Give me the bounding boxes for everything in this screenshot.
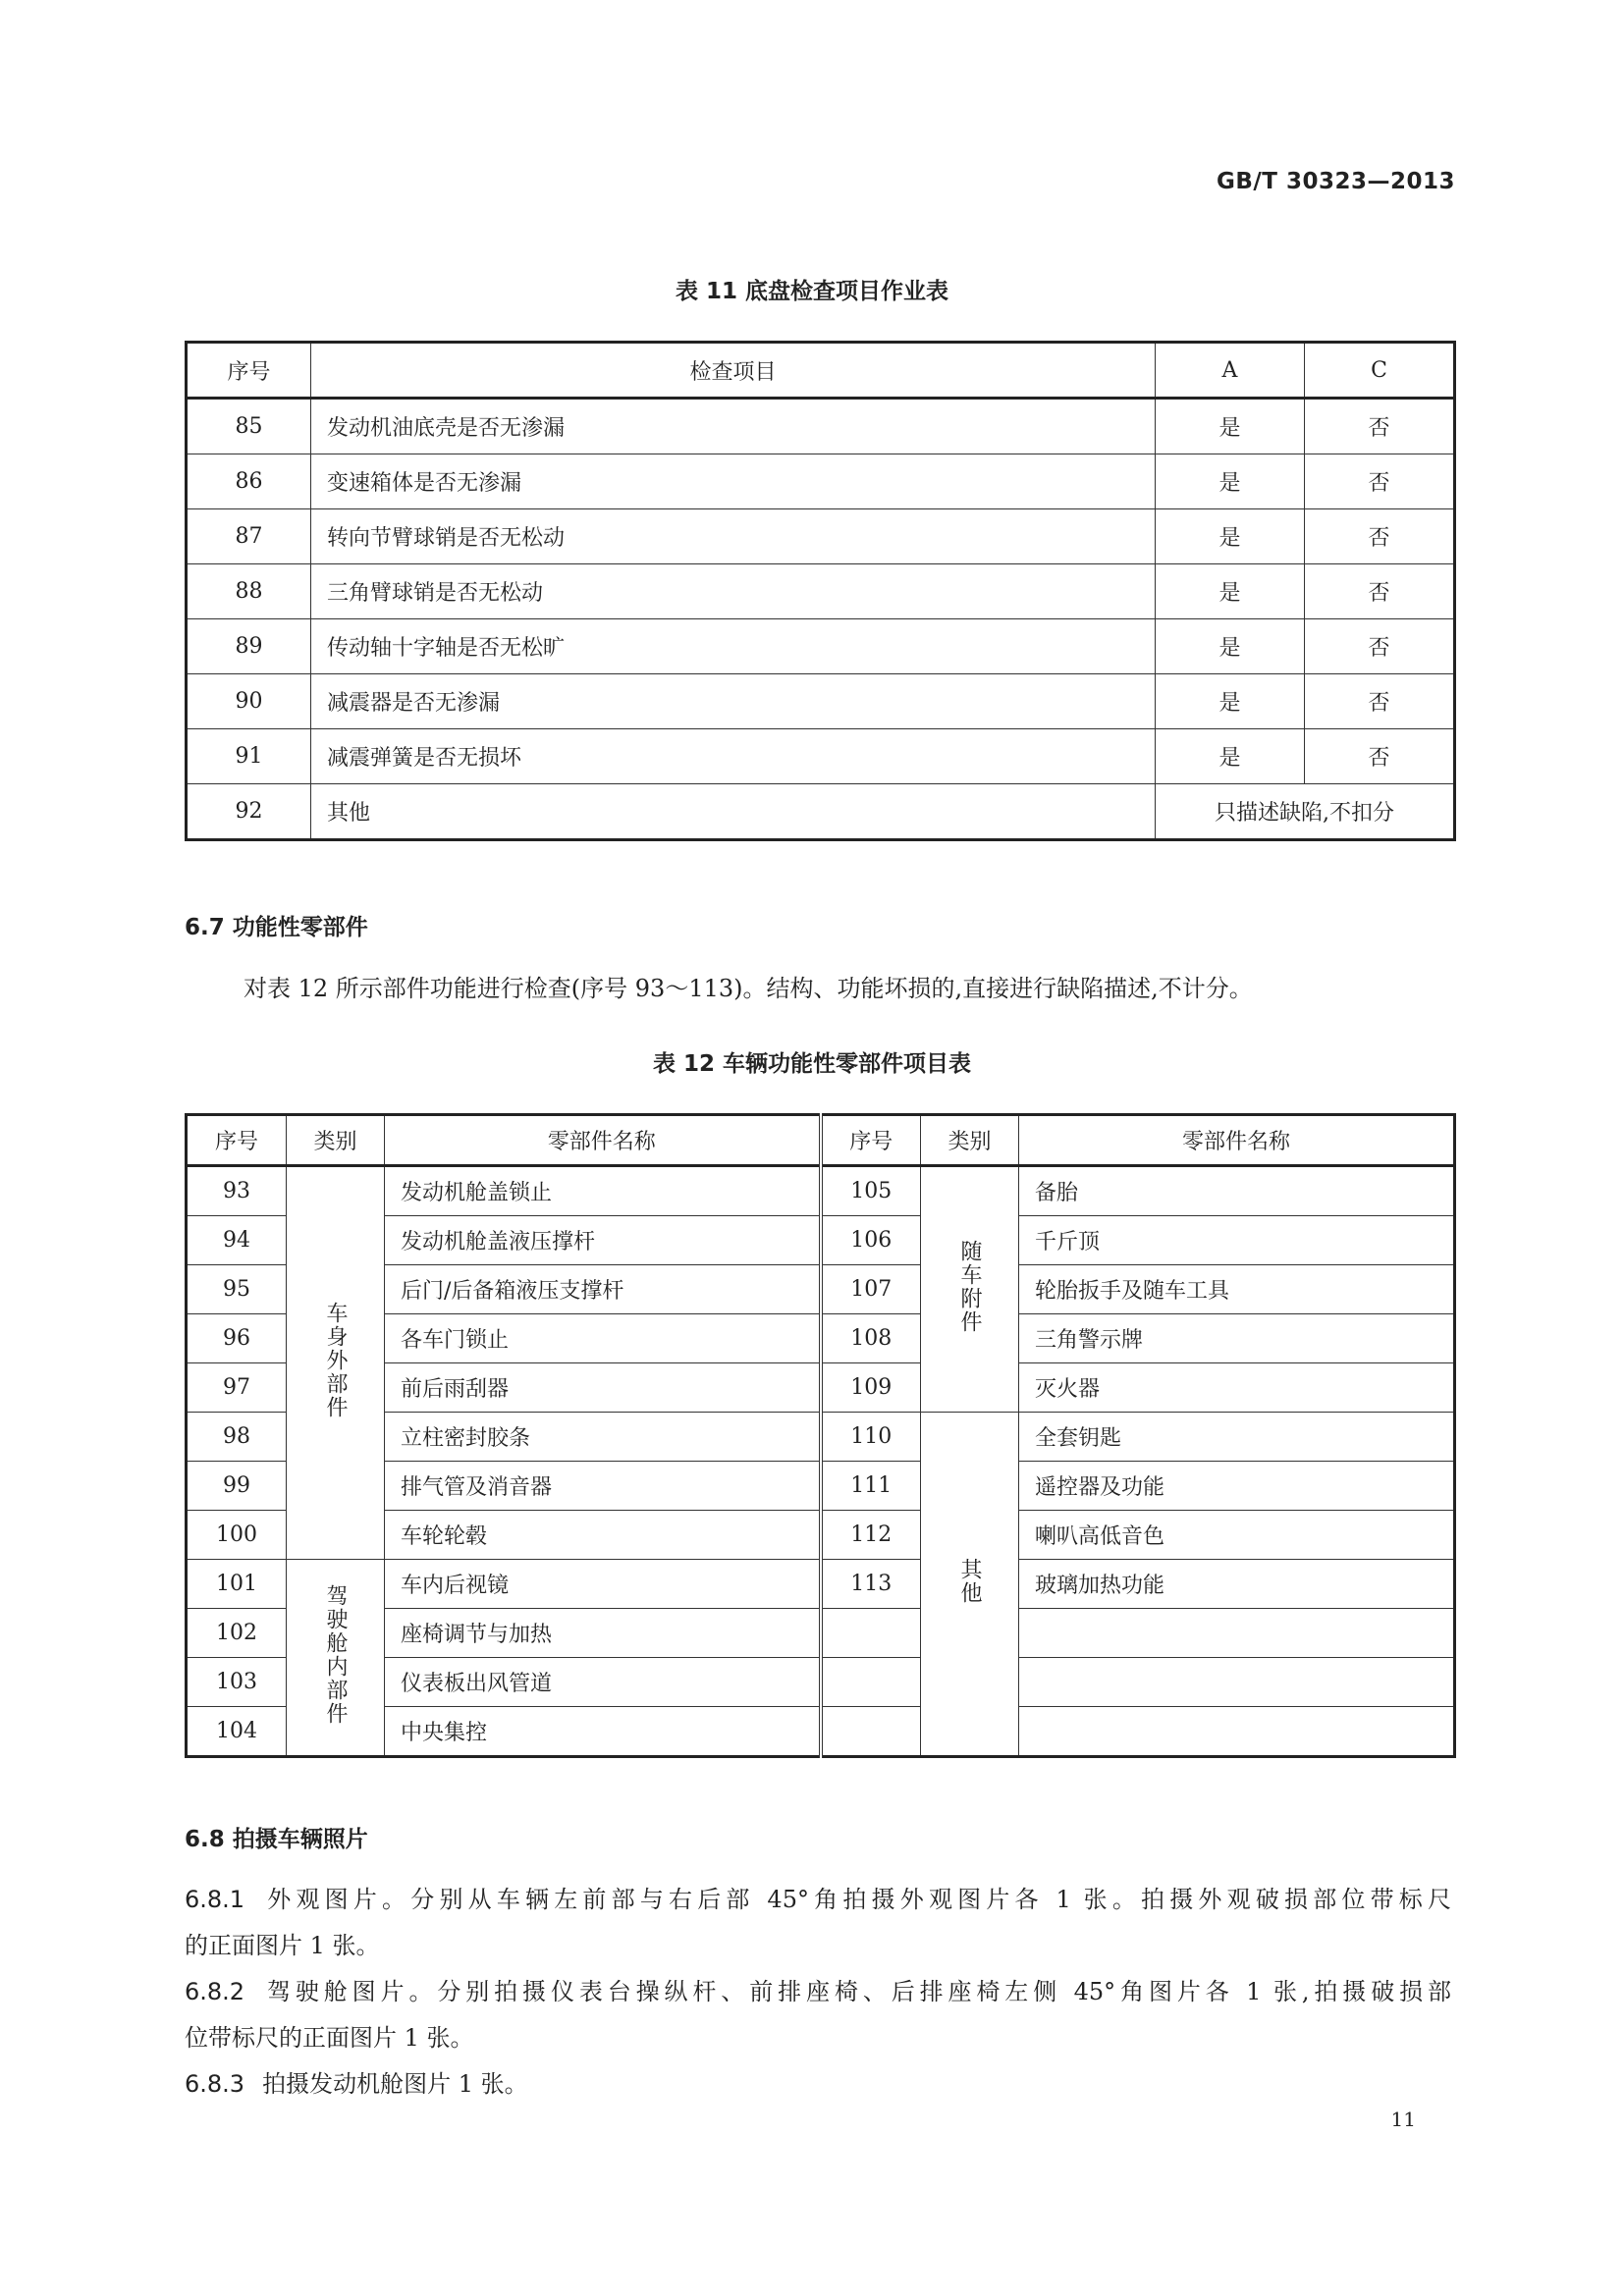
row-a: 是 <box>1156 399 1305 454</box>
empty-cell <box>1019 1609 1455 1658</box>
table-header-row <box>187 343 1455 399</box>
category-other: 其他 <box>921 1413 1019 1757</box>
row-no: 108 <box>821 1314 921 1363</box>
empty-cell <box>1019 1707 1455 1757</box>
row-part-name: 轮胎扳手及随车工具 <box>1019 1265 1455 1314</box>
row-item: 转向节臂球销是否无松动 <box>311 509 1156 564</box>
empty-cell <box>821 1658 921 1707</box>
row-item: 变速箱体是否无渗漏 <box>311 454 1156 509</box>
row-part-name: 中央集控 <box>385 1707 821 1757</box>
column-header-category: 类别 <box>921 1115 1019 1166</box>
row-no: 97 <box>187 1363 287 1413</box>
section-6-7-text: 对表 12 所示部件功能进行检查(序号 93～113)。结构、功能坏损的,直接进行缺陷描述,不计分。 <box>244 975 1253 1002</box>
row-no: 99 <box>187 1462 287 1511</box>
category-accessory: 随车附件 <box>921 1166 1019 1413</box>
paragraph-text: 驾驶舱图片。分别拍摄仪表台操纵杆、前排座椅、后排座椅左侧 45°角图片各 1 张,拍摄破损部 <box>262 1978 1451 2005</box>
row-part-name: 玻璃加热功能 <box>1019 1560 1455 1609</box>
row-no: 101 <box>187 1560 287 1609</box>
paragraph-6-8-2-line2: 位带标尺的正面图片 1 张。 <box>185 2024 474 2052</box>
row-part-name: 喇叭高低音色 <box>1019 1511 1455 1560</box>
column-header-category: 类别 <box>287 1115 385 1166</box>
column-header-no: 序号 <box>821 1115 921 1166</box>
standard-code: GB/T 30323—2013 <box>1216 169 1455 194</box>
row-a: 是 <box>1156 454 1305 509</box>
empty-cell <box>821 1609 921 1658</box>
clause-number: 6.8.3 <box>185 2070 245 2098</box>
row-a: 是 <box>1156 729 1305 784</box>
table-row <box>187 399 1455 454</box>
row-a: 是 <box>1156 619 1305 674</box>
column-header-item: 检查项目 <box>311 343 1156 399</box>
row-item: 发动机油底壳是否无渗漏 <box>311 399 1156 454</box>
section-6-8-heading: 6.8 拍摄车辆照片 <box>185 1827 368 1852</box>
row-part-name: 全套钥匙 <box>1019 1413 1455 1462</box>
row-no: 98 <box>187 1413 287 1462</box>
column-header-no: 序号 <box>187 1115 287 1166</box>
table-12 <box>185 1113 1456 1758</box>
row-part-name: 备胎 <box>1019 1166 1455 1216</box>
row-no: 112 <box>821 1511 921 1560</box>
row-a: 是 <box>1156 564 1305 619</box>
column-header-c: C <box>1305 343 1455 399</box>
row-no: 90 <box>187 674 311 729</box>
row-no: 107 <box>821 1265 921 1314</box>
clause-number: 6.8.1 <box>185 1886 245 1913</box>
table-11-caption: 表 11 底盘检查项目作业表 <box>675 279 949 304</box>
section-6-7-heading: 6.7 功能性零部件 <box>185 915 368 940</box>
column-header-no: 序号 <box>187 343 311 399</box>
row-no: 104 <box>187 1707 287 1757</box>
row-c: 否 <box>1305 674 1455 729</box>
category-exterior: 车身外部件 <box>287 1166 385 1560</box>
row-part-name: 立柱密封胶条 <box>385 1413 821 1462</box>
table-row <box>187 1166 1455 1216</box>
row-part-name: 仪表板出风管道 <box>385 1658 821 1707</box>
row-no: 94 <box>187 1216 287 1265</box>
table-row <box>187 784 1455 840</box>
paragraph-6-8-3 <box>185 2061 1451 2108</box>
row-part-name: 发动机舱盖锁止 <box>385 1166 821 1216</box>
page-number: 11 <box>1390 2108 1416 2131</box>
empty-cell <box>821 1707 921 1757</box>
row-c: 否 <box>1305 399 1455 454</box>
row-no: 96 <box>187 1314 287 1363</box>
row-no: 109 <box>821 1363 921 1413</box>
column-header-part-name: 零部件名称 <box>385 1115 821 1166</box>
category-cabin: 驾驶舱内部件 <box>287 1560 385 1757</box>
row-no: 85 <box>187 399 311 454</box>
row-item: 减震器是否无渗漏 <box>311 674 1156 729</box>
table-header-row <box>187 1115 1455 1166</box>
row-no: 93 <box>187 1166 287 1216</box>
row-no: 103 <box>187 1658 287 1707</box>
row-part-name: 各车门锁止 <box>385 1314 821 1363</box>
column-header-part-name: 零部件名称 <box>1019 1115 1455 1166</box>
row-part-name: 车内后视镜 <box>385 1560 821 1609</box>
row-no: 105 <box>821 1166 921 1216</box>
row-part-name: 遥控器及功能 <box>1019 1462 1455 1511</box>
table-11 <box>185 341 1456 841</box>
row-no: 91 <box>187 729 311 784</box>
row-c: 否 <box>1305 509 1455 564</box>
table-row <box>187 1560 1455 1609</box>
row-a: 是 <box>1156 509 1305 564</box>
row-part-name: 座椅调节与加热 <box>385 1609 821 1658</box>
table-12-caption: 表 12 车辆功能性零部件项目表 <box>652 1051 972 1077</box>
table-row <box>187 674 1455 729</box>
row-part-name: 千斤顶 <box>1019 1216 1455 1265</box>
clause-number: 6.8.2 <box>185 1978 245 2005</box>
paragraph-text: 外观图片。分别从车辆左前部与右后部 45°角拍摄外观图片各 1 张。拍摄外观破损部位带标尺 <box>262 1886 1451 1913</box>
row-c: 否 <box>1305 729 1455 784</box>
row-item: 减震弹簧是否无损坏 <box>311 729 1156 784</box>
row-no: 87 <box>187 509 311 564</box>
row-no: 111 <box>821 1462 921 1511</box>
row-part-name: 前后雨刮器 <box>385 1363 821 1413</box>
row-item: 传动轴十字轴是否无松旷 <box>311 619 1156 674</box>
row-c: 否 <box>1305 619 1455 674</box>
row-part-name: 后门/后备箱液压支撑杆 <box>385 1265 821 1314</box>
row-part-name: 车轮轮毂 <box>385 1511 821 1560</box>
row-part-name: 排气管及消音器 <box>385 1462 821 1511</box>
row-no: 92 <box>187 784 311 840</box>
row-c: 否 <box>1305 564 1455 619</box>
table-row <box>187 454 1455 509</box>
row-no: 88 <box>187 564 311 619</box>
row-no: 110 <box>821 1413 921 1462</box>
row-no: 95 <box>187 1265 287 1314</box>
row-no: 106 <box>821 1216 921 1265</box>
row-no: 100 <box>187 1511 287 1560</box>
table-row <box>187 509 1455 564</box>
row-part-name: 三角警示牌 <box>1019 1314 1455 1363</box>
row-item: 三角臂球销是否无松动 <box>311 564 1156 619</box>
paragraph-6-8-1-line2: 的正面图片 1 张。 <box>185 1932 380 1959</box>
row-no: 89 <box>187 619 311 674</box>
paragraph-text: 拍摄发动机舱图片 1 张。 <box>262 2070 528 2098</box>
table-row <box>187 729 1455 784</box>
row-part-name: 发动机舱盖液压撑杆 <box>385 1216 821 1265</box>
paragraph-6-8-1-line1 <box>185 1877 1451 1923</box>
empty-cell <box>1019 1658 1455 1707</box>
column-header-a: A <box>1156 343 1305 399</box>
table-row <box>187 619 1455 674</box>
row-no: 86 <box>187 454 311 509</box>
row-a: 是 <box>1156 674 1305 729</box>
row-no: 113 <box>821 1560 921 1609</box>
row-no: 102 <box>187 1609 287 1658</box>
row-c: 否 <box>1305 454 1455 509</box>
row-note: 只描述缺陷,不扣分 <box>1156 784 1455 840</box>
row-part-name: 灭火器 <box>1019 1363 1455 1413</box>
table-row <box>187 564 1455 619</box>
paragraph-6-8-2-line1 <box>185 1969 1451 2015</box>
row-item: 其他 <box>311 784 1156 840</box>
